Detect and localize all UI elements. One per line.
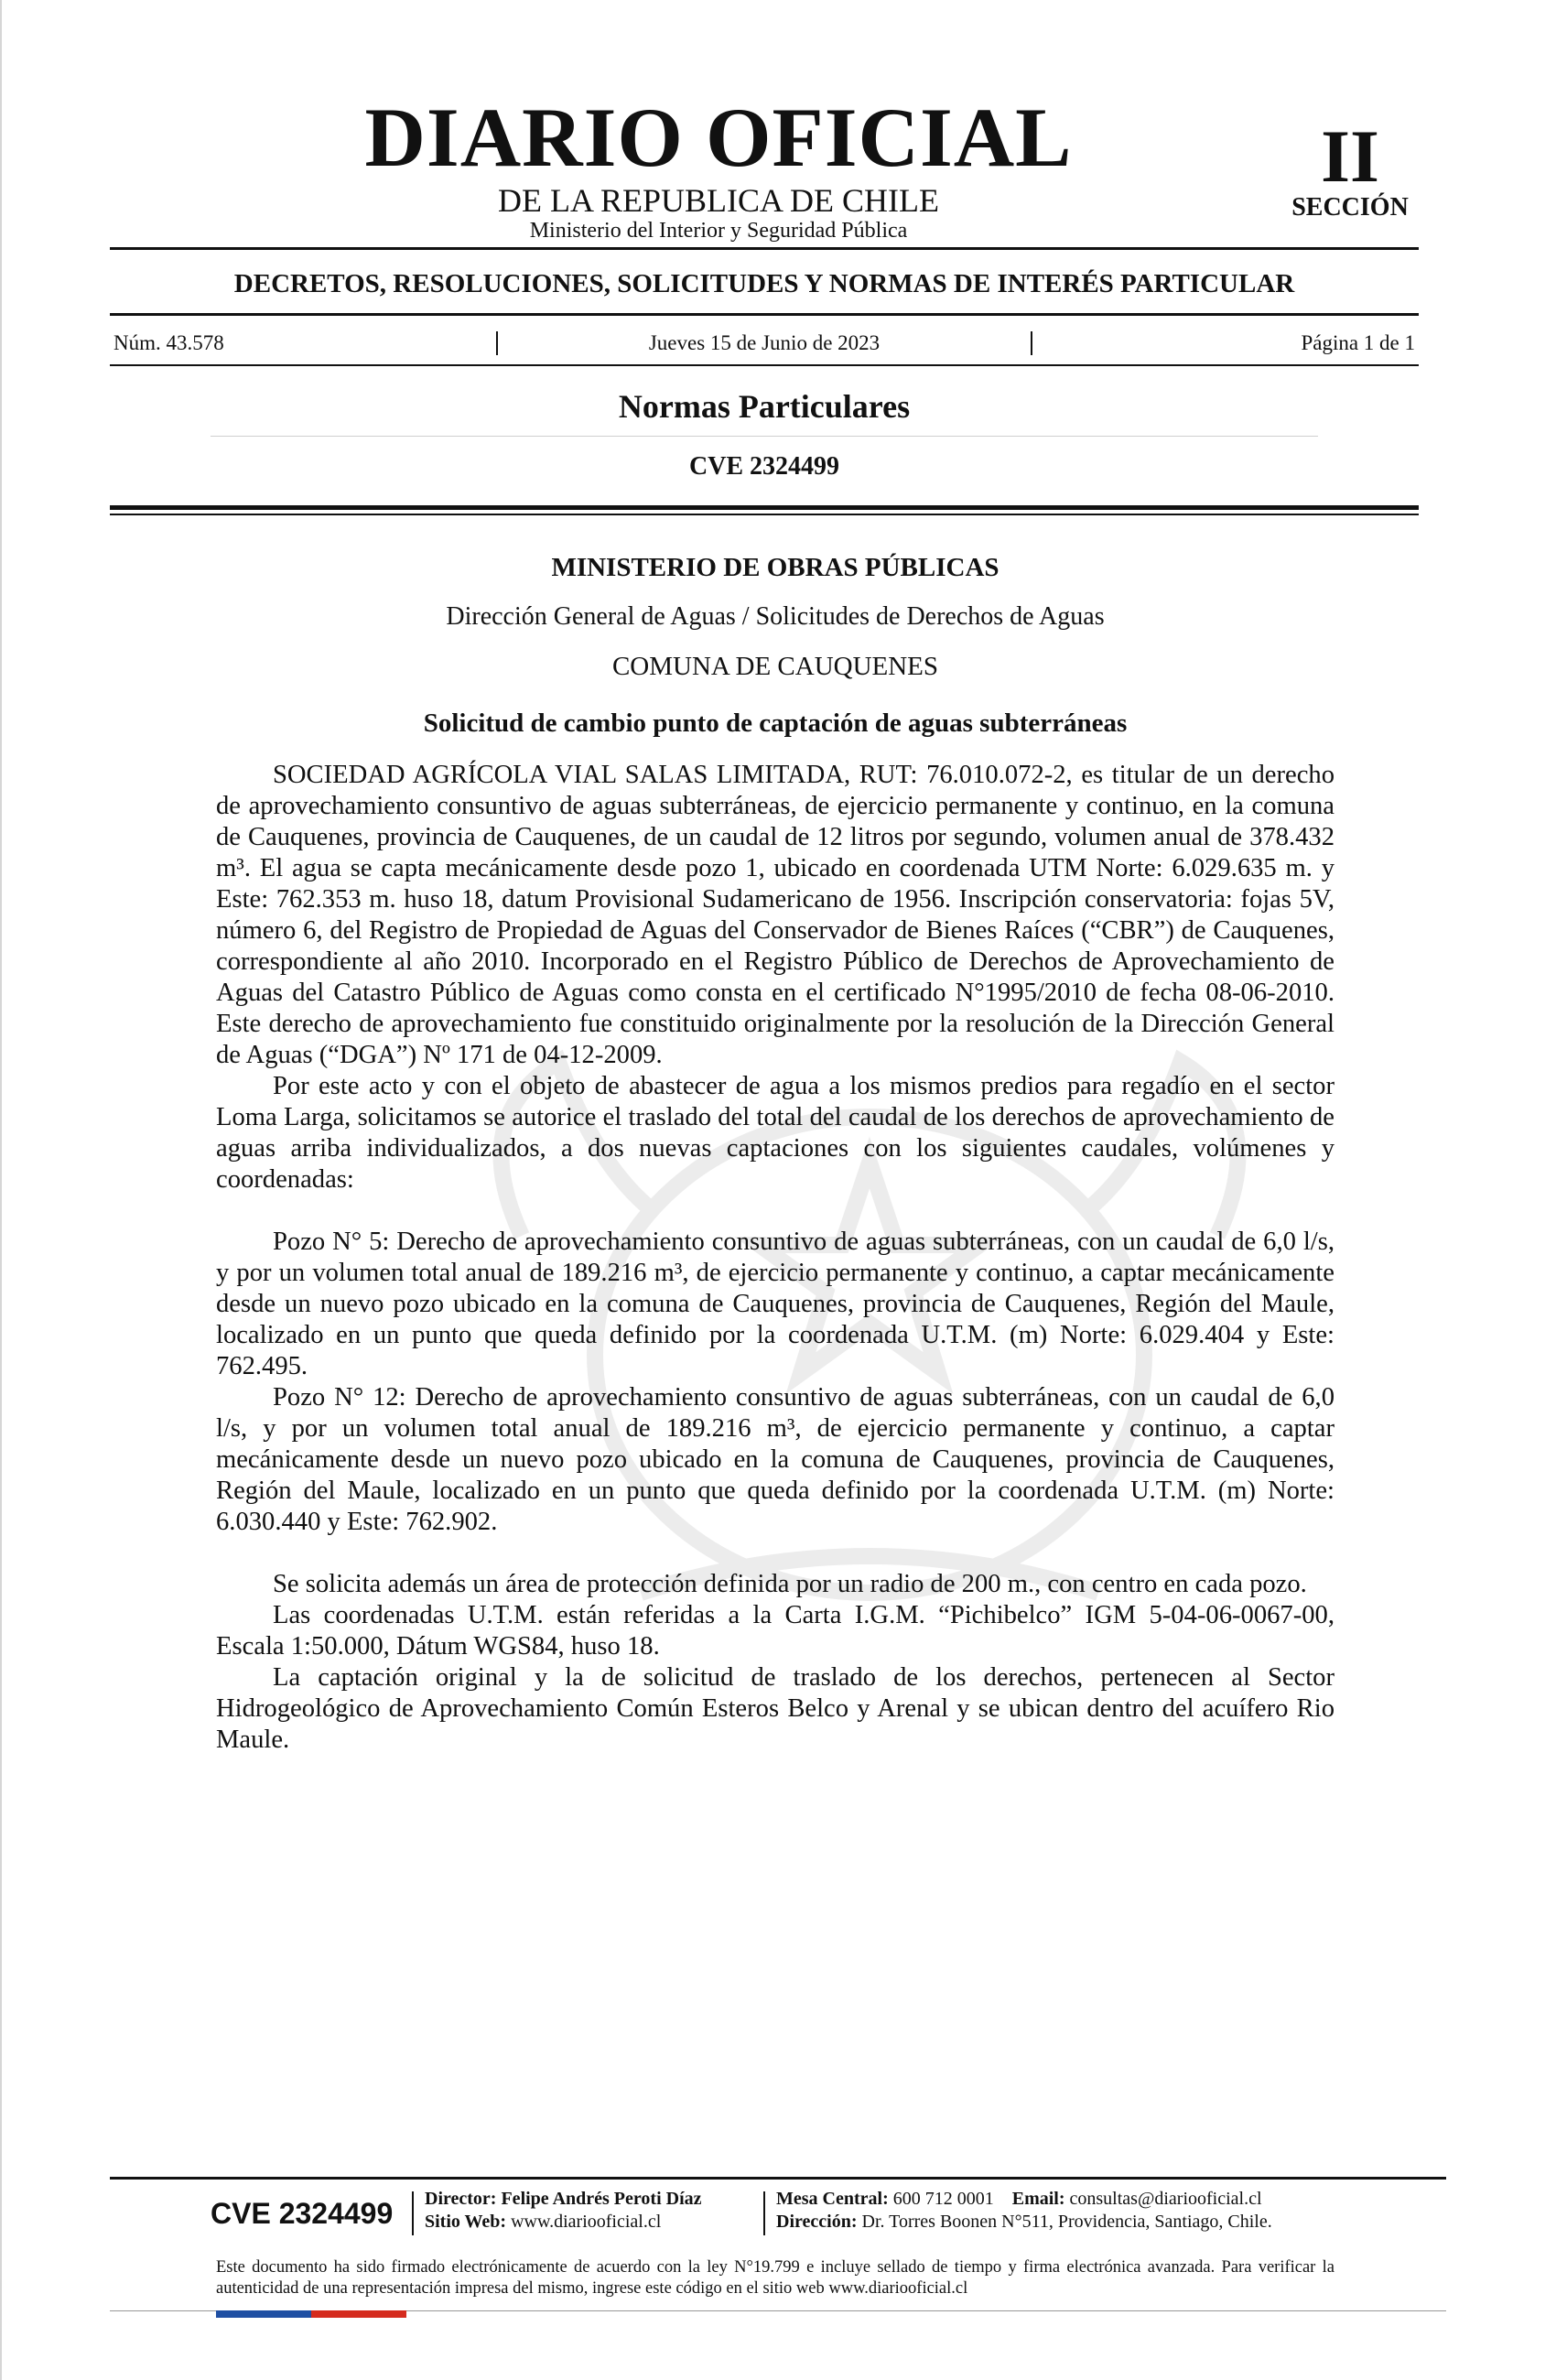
address-value: Dr. Torres Boonen N°511, Providencia, Santiago, Chile. (861, 2212, 1272, 2232)
footer-divider (412, 2191, 414, 2235)
section-mark (1281, 114, 1419, 222)
paragraph: La captación original y la de solicitud de traslado de los derechos, pertenecen al Sector Hidrogeológico de Aprovechamiento Común Esteros Belco y Arenal y se ubican dentro del acuífero Rio Maule. (216, 1663, 1334, 1754)
cve-code: CVE 2324499 (688, 452, 840, 481)
masthead-title: DIARIO OFICIAL (364, 91, 1073, 184)
ministerio-heading: MINISTERIO DE OBRAS PÚBLICAS (551, 553, 1000, 582)
footer-contact-block (776, 2188, 1272, 2234)
issue-number: Núm. 43.578 (113, 331, 224, 354)
masthead (110, 92, 1419, 247)
mesa-label: Mesa Central: (776, 2189, 889, 2209)
document-title: Solicitud de cambio punto de captación de aguas subterráneas (423, 709, 1128, 738)
email-link[interactable]: consultas@diariooficial.cl (1069, 2189, 1262, 2209)
comuna-heading: COMUNA DE CAUQUENES (611, 652, 939, 681)
double-rule-bottom (110, 514, 1419, 515)
mesa-phone: 600 712 0001 (892, 2189, 994, 2209)
issue-separator (496, 331, 498, 355)
site-label: Sitio Web: (425, 2212, 507, 2232)
footer-divider (763, 2191, 765, 2235)
paragraph: Pozo N° 5: Derecho de aprovechamiento consuntivo de aguas subterráneas, con un caudal de 6,0 l/s, y por un volumen total anual de 189.216 m³, de ejercicio permanente y continuo, a captar mecánicamente desde un nuevo pozo ubicado en la comuna de Cauquenes, provincia de Cauquenes, Región del Maule, localizado en un punto que queda definido por la coordenada U.T.M. (m) Norte: 6.029.404 y Este: 762.495. (216, 1228, 1334, 1380)
footer-director-block (425, 2188, 702, 2234)
normas-rule (211, 436, 1318, 437)
paragraph: Por este acto y con el objeto de abastecer de agua a los mismos predios para regadío en el sector Loma Larga, solicitamos se autorice el traslado del total del caudal de los derechos de aprovechamiento de aguas arriba individualizados, a dos nuevas captaciones con los siguientes caudales, volúmenes y coordenadas: (216, 1072, 1334, 1194)
section-banner: DECRETOS, RESOLUCIONES, SOLICITUDES Y NORMAS DE INTERÉS PARTICULAR (233, 269, 1295, 298)
masthead-ministry: Ministerio del Interior y Seguridad Pública (529, 219, 908, 243)
paragraph: SOCIEDAD AGRÍCOLA VIAL SALAS LIMITADA, RUT: 76.010.072-2, es titular de un derecho de aprovechamiento consuntivo de aguas subterráneas, de ejercicio permanente y continuo, en la comuna de Cauquenes, provincia de Cauquenes, de un caudal de 12 litros por segundo, volumen anual de 378.432 m³. El agua se capta mecánicamente desde pozo 1, ubicado en coordenada UTM Norte: 6.029.635 m. y Este: 762.353 m. huso 18, datum Provisional Sudamericano de 1956. Inscripción conservatoria: fojas 5V, número 6, del Registro de Propiedad de Aguas del Conservador de Bienes Raíces (“CBR”) de Cauquenes, correspondiente al año 2010. Incorporado en el Registro Público de Derechos de Aprovechamiento de Aguas del Catastro Público de Aguas como consta en el certificado N°1995/2010 de fecha 08-06-2010. Este derecho de aprovechamiento fue constituido originalmente por la resolución de la Dirección General de Aguas (“DGA”) Nº 171 de 04-12-2009. (216, 761, 1334, 1069)
issue-separator (1031, 331, 1032, 355)
issue-page: Página 1 de 1 (1301, 331, 1415, 354)
section-number: II (1321, 114, 1379, 198)
flag-stripe-red (311, 2310, 406, 2318)
banner-rule (110, 313, 1419, 316)
issue-date: Jueves 15 de Junio de 2023 (648, 331, 881, 354)
flag-stripe-blue (216, 2310, 311, 2318)
issue-row (110, 328, 1419, 359)
document-body (216, 547, 1334, 1756)
director-label: Director: (425, 2189, 497, 2209)
footer-cve: CVE 2324499 (211, 2197, 394, 2230)
paragraph: Las coordenadas U.T.M. están referidas a la Carta I.G.M. “Pichibelco” IGM 5-04-06-0067-00, Escala 1:50.000, Dátum WGS84, huso 18. (216, 1601, 1334, 1661)
normas-title: Normas Particulares (618, 388, 911, 425)
footer-rule (110, 2177, 1446, 2180)
director-name: Felipe Andrés Peroti Díaz (501, 2189, 702, 2209)
signature-note: Este documento ha sido firmado electrónicamente de acuerdo con la ley N°19.799 e incluye sellado de tiempo y firma electrónica avanzada. Para verificar la autenticidad de una representación impresa del mismo, ingrese este código en el sitio web www.diariooficial.cl (216, 2258, 1334, 2298)
address-label: Dirección: (776, 2212, 858, 2232)
direccion-heading: Dirección General de Aguas / Solicitudes de Derechos de Aguas (446, 602, 1105, 631)
section-label: SECCIÓN (1291, 193, 1409, 222)
double-rule-top (110, 505, 1419, 510)
paragraph: Pozo N° 12: Derecho de aprovechamiento consuntivo de aguas subterráneas, con un caudal de 6,0 l/s, y por un volumen total anual de 189.216 m³, de ejercicio permanente y continuo, a captar mecánicamente desde un nuevo pozo ubicado en la comuna de Cauquenes, provincia de Cauquenes, Región del Maule, localizado en un punto que queda definido por la coordenada U.T.M. (m) Norte: 6.030.440 y Este: 762.902. (216, 1383, 1334, 1536)
footer (211, 2188, 1446, 2243)
email-label: Email: (1011, 2189, 1065, 2209)
header-rule (110, 247, 1419, 250)
paragraph: Se solicita además un área de protección definida por un radio de 200 m., con centro en cada pozo. (273, 1570, 1307, 1598)
site-link[interactable]: www.diariooficial.cl (511, 2212, 662, 2232)
masthead-subtitle: DE LA REPUBLICA DE CHILE (498, 182, 939, 219)
issue-rule (110, 364, 1419, 366)
